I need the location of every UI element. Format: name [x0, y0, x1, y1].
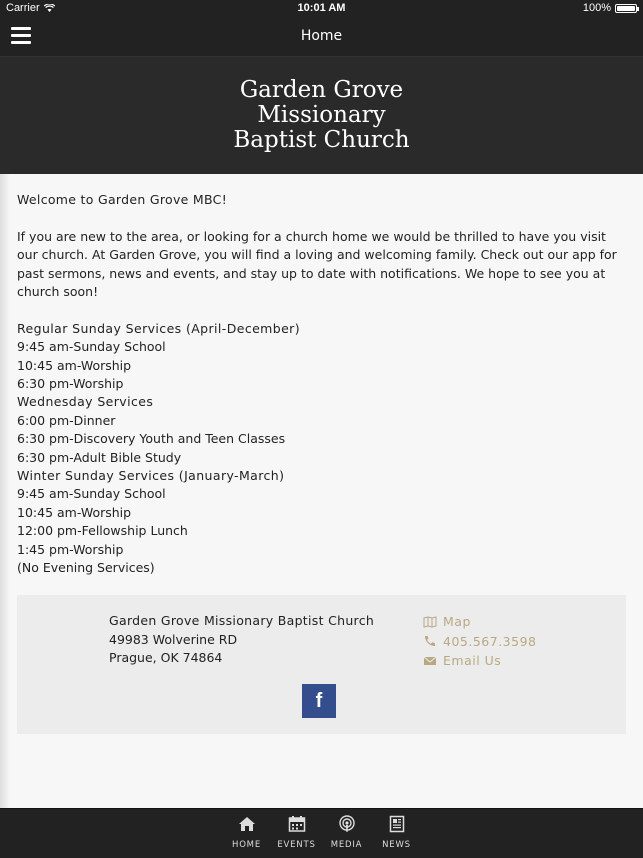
envelope-icon	[423, 655, 437, 667]
battery-icon	[615, 4, 637, 13]
wednesday-services-heading: Wednesday Services	[17, 394, 154, 410]
address-street: 49983 Wolverine RD	[109, 631, 238, 647]
phone-icon	[423, 635, 437, 647]
service-line: 1:45 pm-Worship	[17, 541, 124, 557]
service-line: 12:00 pm-Fellowship Lunch	[17, 523, 188, 539]
service-line: 10:45 am-Worship	[17, 357, 132, 373]
facebook-glyph: f	[315, 689, 323, 712]
status-time: 10:01 AM	[297, 2, 346, 14]
page-title: Home	[300, 28, 343, 44]
welcome-heading: Welcome to Garden Grove MBC!	[17, 192, 227, 207]
map-link[interactable]	[423, 612, 536, 632]
tab-news[interactable]	[372, 815, 422, 850]
status-bar	[0, 0, 643, 17]
battery-percent: 100%	[582, 2, 611, 14]
home-icon	[238, 815, 256, 833]
service-line: 10:45 am-Worship	[17, 504, 132, 520]
tab-news-label: NEWS	[382, 840, 411, 850]
battery-fill	[617, 6, 635, 11]
podcast-icon	[338, 815, 356, 833]
phone-link[interactable]	[423, 632, 536, 652]
tab-home[interactable]	[222, 815, 272, 850]
service-line: 6:30 pm-Worship	[17, 376, 124, 392]
battery	[583, 2, 637, 14]
service-line: 6:00 pm-Dinner	[17, 412, 116, 428]
body-text	[17, 191, 617, 578]
tab-media-label: MEDIA	[330, 840, 363, 850]
service-line: 9:45 am-Sunday School	[17, 486, 166, 502]
address-city: Prague, OK 74864	[109, 650, 223, 665]
phone-link-label: 405.567.3598	[443, 633, 537, 649]
tab-home-label: HOME	[232, 840, 261, 850]
calendar-icon	[288, 815, 306, 833]
winter-services-heading: Winter Sunday Services (January-March)	[17, 468, 285, 484]
service-line: 9:45 am-Sunday School	[17, 339, 166, 355]
tab-bar	[0, 808, 643, 858]
email-link-label: Email Us	[443, 653, 502, 668]
facebook-icon[interactable]	[302, 684, 336, 718]
main-content	[0, 174, 643, 808]
email-link[interactable]	[423, 651, 536, 671]
newspaper-icon	[388, 815, 406, 833]
address-block	[109, 612, 374, 668]
address-church-name: Garden Grove Missionary Baptist Church	[109, 613, 375, 628]
church-header	[0, 57, 643, 174]
church-name-heading: Garden Grove Missionary Baptist Church	[233, 77, 410, 153]
intro-paragraph: If you are new to the area, or looking for a church home we would be thrilled to have you visit our church. At Garden Grove, you will find a loving and welcoming family. Check out our app for past sermons, news and events, and stay up to date with notifications. We hope to see you at church soon!	[17, 228, 617, 300]
map-icon	[423, 616, 437, 628]
nav-bar	[0, 17, 643, 57]
regular-services-heading: Regular Sunday Services (April-December)	[17, 320, 300, 336]
carrier-label: Carrier	[6, 2, 40, 14]
tab-events[interactable]	[272, 815, 322, 850]
service-line: 6:30 pm-Adult Bible Study	[17, 449, 182, 465]
tab-media[interactable]	[322, 815, 372, 850]
map-link-label: Map	[443, 614, 471, 629]
service-line: (No Evening Services)	[17, 560, 155, 576]
contact-card	[17, 595, 626, 734]
tab-events-label: EVENTS	[277, 840, 316, 850]
contact-links	[423, 612, 536, 671]
service-line: 6:30 pm-Discovery Youth and Teen Classes	[17, 431, 286, 447]
